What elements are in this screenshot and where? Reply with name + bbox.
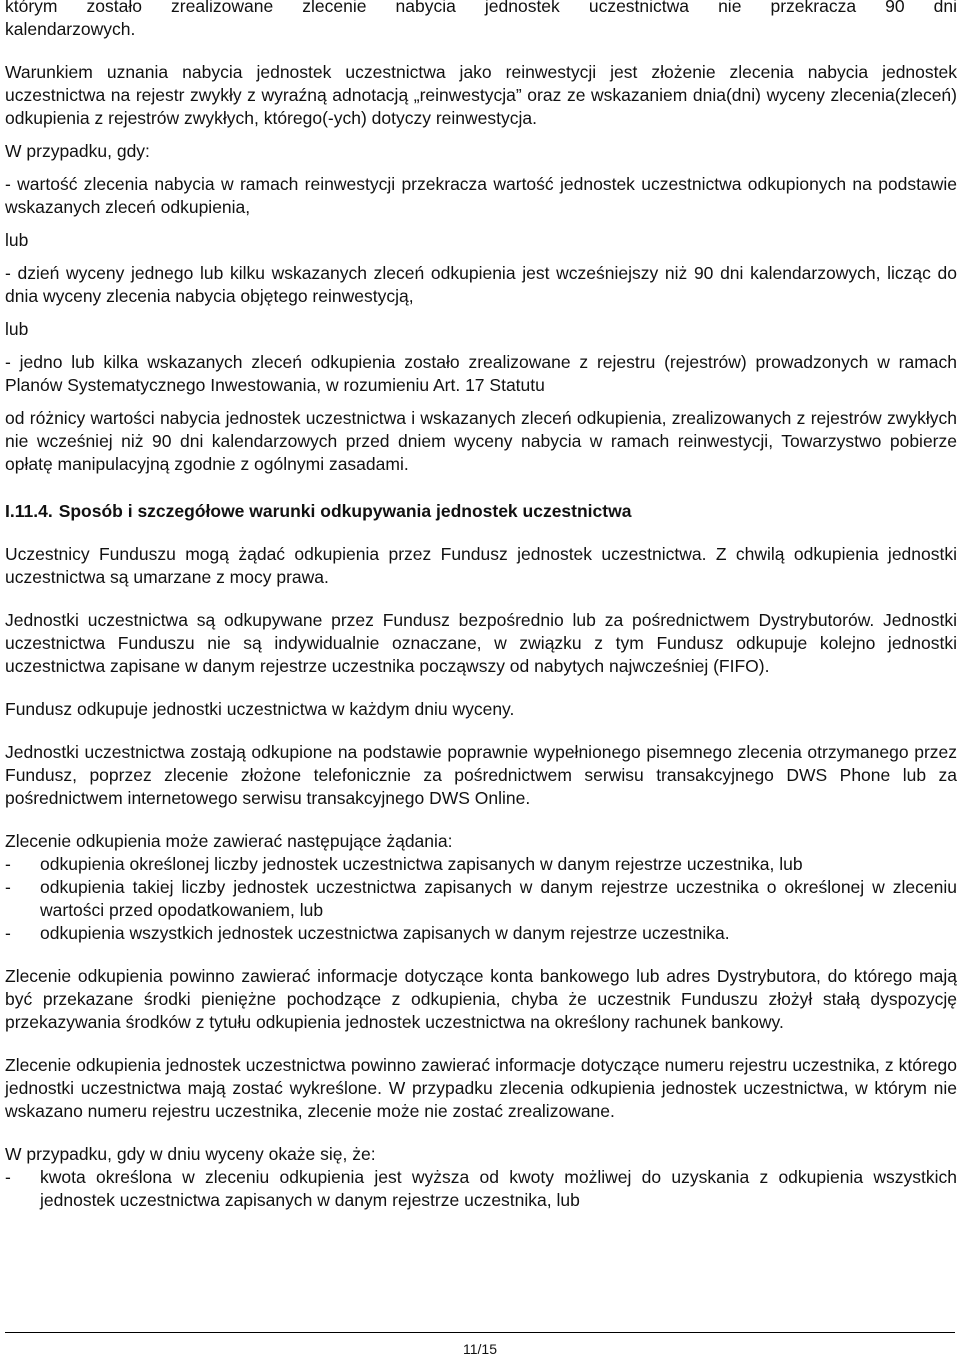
paragraph-redeem-2: Jednostki uczestnictwa są odkupywane przez Fundusz bezpośrednio lub za pośrednictwem Dystrybutorów. Jednostki uczestnictwa Funduszu nie są indywidualnie oznaczane, w związku z tym Fundusz odkupuje kolejno jednostki uczestnictwa zapisane w danym rejestrze uczestnika począwszy od nabytych najwcześniej (FIFO). [5, 610, 957, 676]
section-number: I.11.4. [5, 501, 53, 521]
paragraph-if: W przypadku, gdy: [5, 141, 150, 161]
condition-2: - dzień wyceny jednego lub kilku wskazanych zleceń odkupienia jest wcześniejszy niż 90 dni kalendarzowych, licząc do dnia wyceny zlecenia nabycia objętego reinwestycją, [5, 263, 957, 306]
paragraph-redeem-4: Jednostki uczestnictwa zostają odkupione na podstawie poprawnie wypełnionego pisemnego zlecenia otrzymanego przez Fundusz, poprzez zlecenie złożone telefonicznie za pośrednictwem serwisu transakcyjnego DWS Phone lub za pośrednictwem internetowego serwisu transakcyjnego DWS Online. [5, 742, 957, 808]
or-2: lub [5, 319, 29, 339]
paragraph-reinvestment-condition: Warunkiem uznania nabycia jednostek uczestnictwa jako reinwestycji jest złożenie zlecenia nabycia jednostek uczestnictwa na rejestr zwykły z wyraźną adnotacją „reinwestycja” oraz ze wskazaniem dnia(dni) wyceny zlecenia(zleceń) odkupienia z rejestrów zwykłych, którego(-ych) dotyczy reinwestycja. [5, 62, 957, 128]
paragraph-continuation-line1: którym zostało zrealizowane zlecenie nabycia jednostek uczestnictwa nie przekracza 90 dni [5, 0, 957, 16]
footer-divider [5, 1332, 955, 1333]
paragraph-bank-account: Zlecenie odkupienia powinno zawierać informacje dotyczące konta bankowego lub adres Dystrybutora, do którego mają być przekazane środki pieniężne pochodzące z odkupienia, chyba że uczestnik Funduszu złożył stałą dyspozycję przekazywania środków z tytułu odkupienia jednostek uczestnictwa na określony rachunek bankowy. [5, 966, 957, 1032]
paragraph-continuation-line2: kalendarzowych. [5, 19, 136, 39]
paragraph-demands-intro: Zlecenie odkupienia może zawierać następujące żądania: [5, 831, 453, 851]
condition-1: - wartość zlecenia nabycia w ramach reinwestycji przekracza wartość jednostek uczestnictwa odkupionych na podstawie wskazanych zleceń odkupienia, [5, 174, 957, 217]
paragraph-redeem-1: Uczestnicy Funduszu mogą żądać odkupienia przez Fundusz jednostek uczestnictwa. Z chwilą odkupienia jednostki uczestnictwa są umarzane z mocy prawa. [5, 544, 957, 587]
list-item: - odkupienia określonej liczby jednostek uczestnictwa zapisanych w danym rejestrze uczestnika, lub [5, 853, 957, 876]
page-number: 11/15 [463, 1341, 497, 1357]
section-title: Sposób i szczegółowe warunki odkupywania jednostek uczestnictwa [58, 501, 632, 521]
paragraph-register: Zlecenie odkupienia jednostek uczestnictwa powinno zawierać informacje dotyczące numeru rejestru uczestnika, z którego jednostki uczestnictwa mają zostać wykreślone. W przypadku zlecenia odkupienia jednostek uczestnictwa, w którym nie wskazano numeru rejestru uczestnika, zlecenie może nie zostać zrealizowane. [5, 1055, 957, 1121]
condition-3: - jedno lub kilka wskazanych zleceń odkupienia zostało zrealizowane z rejestru (rejestrów) prowadzonych w ramach Planów Systematycznego Inwestowania, w rozumieniu Art. 17 Statutu [5, 352, 957, 395]
list-item: - odkupienia wszystkich jednostek uczestnictwa zapisanych w danym rejestrze uczestnika. [5, 922, 957, 945]
paragraph-case-intro: W przypadku, gdy w dniu wyceny okaże się, że: [5, 1144, 376, 1164]
demands-list [5, 853, 957, 945]
cases-list [5, 1166, 957, 1212]
document-page [5, 0, 957, 1212]
paragraph-redeem-3: Fundusz odkupuje jednostki uczestnictwa w każdym dniu wyceny. [5, 699, 515, 719]
list-item: - odkupienia takiej liczby jednostek uczestnictwa zapisanych w danym rejestrze uczestnika o określonej w zleceniu wartości przed opodatkowaniem, lub [5, 876, 957, 922]
paragraph-fee: od różnicy wartości nabycia jednostek uczestnictwa i wskazanych zleceń odkupienia, zrealizowanych z rejestrów zwykłych nie wcześniej niż 90 dni kalendarzowych przed dniem wyceny nabycia w ramach reinwestycji, Towarzystwo pobierze opłatę manipulacyjną zgodnie z ogólnymi zasadami. [5, 408, 957, 474]
or-1: lub [5, 230, 29, 250]
list-item: - kwota określona w zleceniu odkupienia jest wyższa od kwoty możliwej do uzyskania z odkupienia wszystkich jednostek uczestnictwa zapisanych w danym rejestrze uczestnika, lub [5, 1166, 957, 1212]
section-heading [5, 500, 957, 523]
